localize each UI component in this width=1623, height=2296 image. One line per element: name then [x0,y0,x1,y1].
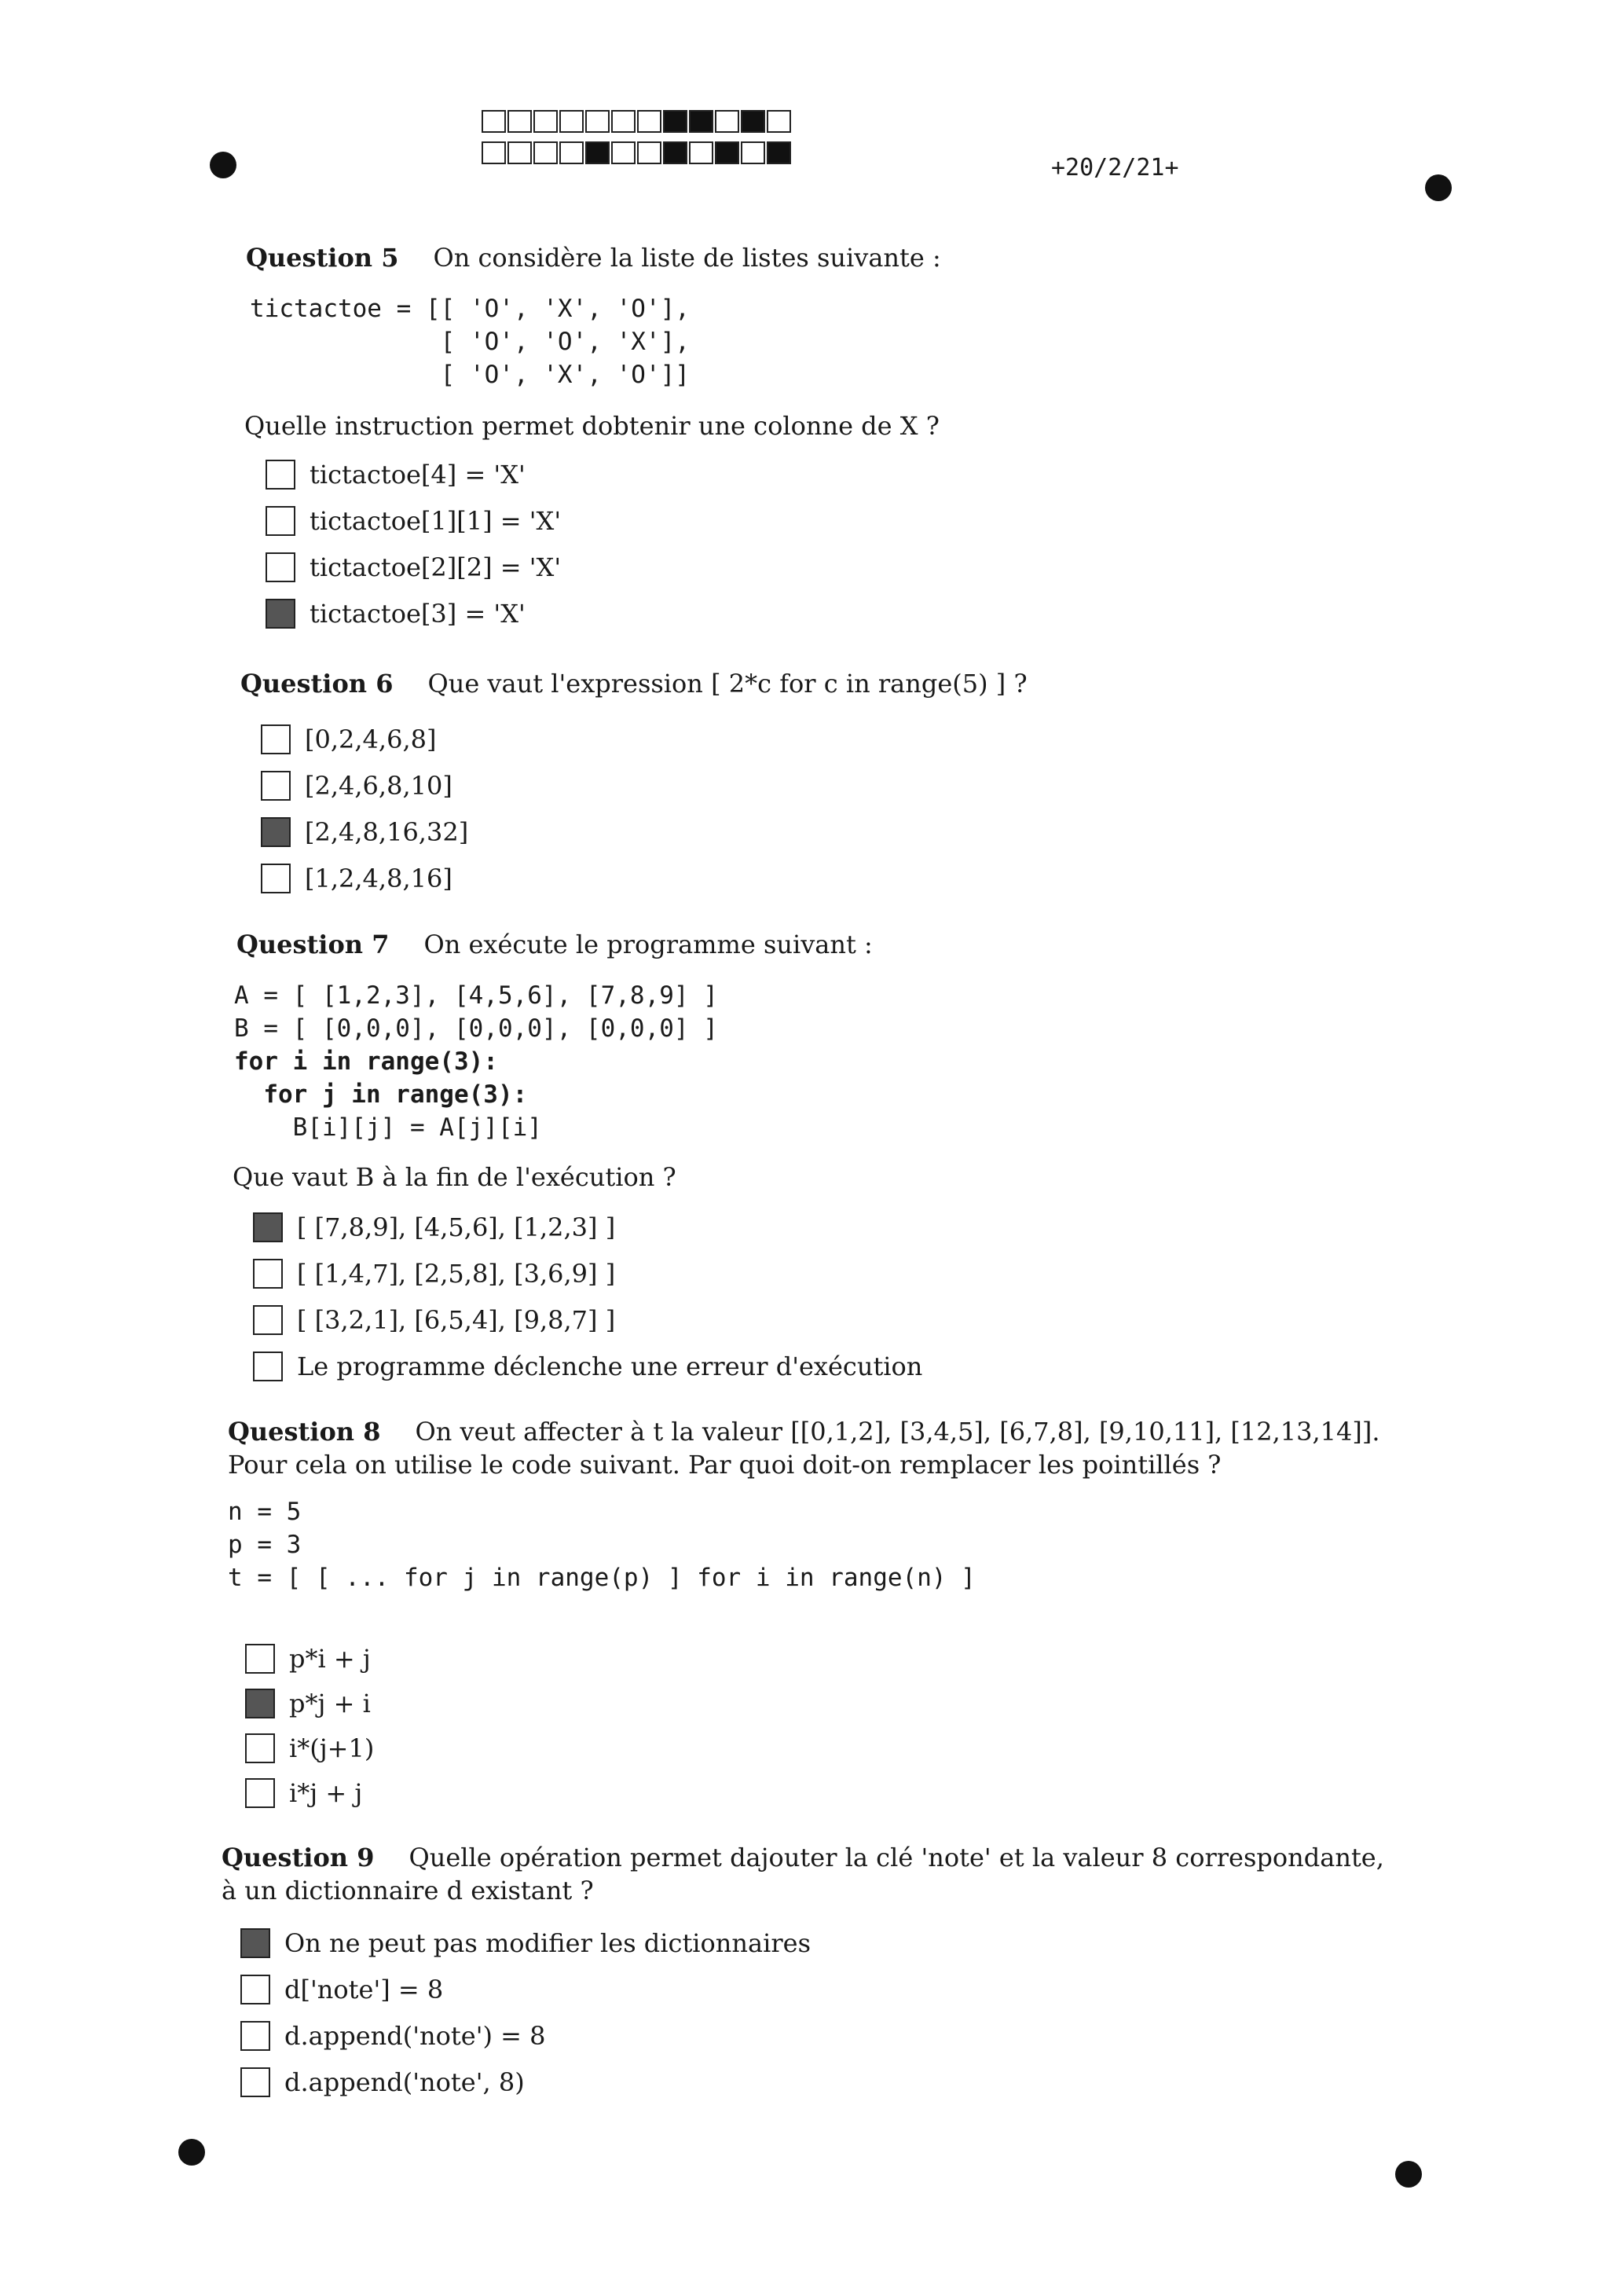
barcode-cell [715,141,739,164]
answer-checkbox[interactable] [245,1778,275,1808]
question-title: Question 9 [222,1843,375,1872]
question-title: Question 7 [236,930,390,959]
question-title: Question 6 [240,669,394,699]
registration-mark-top-left [210,152,236,178]
barcode-row-2 [482,141,793,164]
question-8-code [228,1495,976,1594]
barcode-cell [637,141,661,164]
barcode-cell [767,110,791,133]
question-7-header [236,929,873,962]
option-label: [ [1,4,7], [2,5,8], [3,6,9] ] [297,1259,616,1289]
option-label: Le programme déclenche une erreur d'exécution [297,1352,923,1381]
answer-checkbox[interactable] [245,1644,275,1674]
option-label: i*j + j [289,1778,363,1808]
barcode-cell [507,110,532,133]
question-8-header [228,1416,1398,1481]
q8-option-1[interactable] [245,1644,371,1674]
barcode-cell [585,110,610,133]
answer-checkbox[interactable] [240,2067,270,2097]
barcode-cell [767,141,791,164]
q9-option-4[interactable] [240,2067,525,2097]
q6-option-3[interactable] [261,817,468,847]
option-label: d.append('note', 8) [284,2067,525,2097]
q9-option-1[interactable] [240,1928,811,1958]
barcode-cell [559,110,584,133]
answer-checkbox[interactable] [240,2021,270,2051]
question-5-code [250,292,690,391]
q8-option-2[interactable] [245,1689,371,1718]
barcode-cell [611,110,636,133]
barcode-cell [507,141,532,164]
question-9-header [222,1842,1400,1907]
option-label: d['note'] = 8 [284,1975,444,2004]
barcode-cell [663,110,687,133]
q6-option-2[interactable] [261,771,452,801]
sheet-id: +20/2/21+ [1051,154,1179,182]
option-label: tictactoe[1][1] = 'X' [310,506,562,536]
q6-option-1[interactable] [261,724,436,754]
q7-option-4[interactable] [253,1352,922,1381]
barcode-cell [741,141,765,164]
barcode-row-1 [482,110,793,133]
question-title: Question 8 [228,1417,381,1447]
barcode-cell [663,141,687,164]
barcode-cell [689,141,713,164]
code-line: for i in range(3): [234,1047,498,1076]
answer-checkbox[interactable] [253,1305,283,1335]
registration-mark-bottom-left [178,2139,205,2166]
q5-option-3[interactable] [266,552,561,582]
barcode-cell [585,141,610,164]
answer-checkbox[interactable] [261,771,291,801]
q7-option-2[interactable] [253,1259,615,1289]
option-label: [2,4,6,8,10] [305,771,452,801]
option-label: i*(j+1) [289,1733,375,1763]
answer-checkbox[interactable] [253,1259,283,1289]
option-label: [ [3,2,1], [6,5,4], [9,8,7] ] [297,1305,616,1335]
q5-option-2[interactable] [266,506,561,536]
code-line: t = [ [ ... for j in range(p) ] for i in range(n) ] [228,1564,976,1592]
answer-checkbox[interactable] [266,599,295,629]
q5-option-1[interactable] [266,460,526,490]
question-7-code [234,979,718,1144]
q8-option-4[interactable] [245,1778,362,1808]
barcode-cell [559,141,584,164]
q5-option-4[interactable] [266,599,526,629]
barcode-cell [482,110,506,133]
option-label: tictactoe[4] = 'X' [310,460,526,490]
barcode-cell [689,110,713,133]
option-label: tictactoe[3] = 'X' [310,599,526,629]
option-label: [2,4,8,16,32] [305,817,469,847]
question-text: Quelle opération permet dajouter la clé 'note' et la valeur 8 correspondante, à un dictionnaire d existant ? [222,1843,1384,1905]
question-text: On considère la liste de listes suivante : [433,243,941,273]
q7-option-3[interactable] [253,1305,615,1335]
q9-option-3[interactable] [240,2021,545,2051]
code-line: tictactoe = [[ 'O', 'X', 'O'], [250,295,690,323]
option-label: d.append('note') = 8 [284,2021,546,2051]
barcode-cell [611,141,636,164]
barcode-cell [637,110,661,133]
code-line: B = [ [0,0,0], [0,0,0], [0,0,0] ] [234,1014,718,1043]
question-title: Question 5 [246,243,399,273]
barcode-cell [533,110,558,133]
option-label: [0,2,4,6,8] [305,724,437,754]
answer-checkbox[interactable] [245,1733,275,1763]
code-line: for j in range(3): [234,1080,528,1109]
code-line: [ 'O', 'X', 'O']] [250,361,690,389]
q7-option-1[interactable] [253,1212,615,1242]
question-text: On exécute le programme suivant : [423,930,873,959]
code-line: [ 'O', 'O', 'X'], [250,328,690,356]
answer-checkbox[interactable] [261,724,291,754]
barcode-cell [741,110,765,133]
answer-checkbox[interactable] [266,506,295,536]
option-label: [1,2,4,8,16] [305,864,452,893]
answer-checkbox[interactable] [266,552,295,582]
q9-option-2[interactable] [240,1975,443,2004]
answer-checkbox[interactable] [245,1689,275,1718]
question-text: Que vaut l'expression [ 2*c for c in range(5) ] ? [427,669,1028,699]
barcode-cell [715,110,739,133]
option-label: p*i + j [289,1644,371,1674]
answer-checkbox[interactable] [253,1352,283,1381]
barcode-cell [533,141,558,164]
q8-option-3[interactable] [245,1733,374,1763]
answer-checkbox[interactable] [261,864,291,893]
registration-mark-top-right [1425,174,1452,201]
code-line: A = [ [1,2,3], [4,5,6], [7,8,9] ] [234,981,718,1010]
answer-checkbox[interactable] [253,1212,283,1242]
option-label: On ne peut pas modifier les dictionnaires [284,1928,811,1958]
question-5-subtext: Quelle instruction permet dobtenir une colonne de X ? [244,411,940,441]
code-line: n = 5 [228,1498,302,1526]
barcode-cell [482,141,506,164]
option-label: [ [7,8,9], [4,5,6], [1,2,3] ] [297,1212,616,1242]
q6-option-4[interactable] [261,864,452,893]
option-label: tictactoe[2][2] = 'X' [310,552,562,582]
registration-mark-bottom-right [1395,2161,1422,2188]
question-text: On veut affecter à t la valeur [[0,1,2], [3,4,5], [6,7,8], [9,10,11], [12,13,14]]. Pour cela on utilise le code suivant. Par quoi doit-on remplacer les pointillés ? [228,1417,1380,1480]
answer-checkbox[interactable] [240,1928,270,1958]
answer-checkbox[interactable] [266,460,295,490]
question-6-header [240,668,1028,701]
option-label: p*j + i [289,1689,371,1718]
answer-checkbox[interactable] [240,1975,270,2004]
question-5-header [246,242,941,275]
code-line: B[i][j] = A[j][i] [234,1113,542,1142]
code-line: p = 3 [228,1531,302,1559]
answer-checkbox[interactable] [261,817,291,847]
question-7-subtext: Que vaut B à la fin de l'exécution ? [233,1162,676,1192]
